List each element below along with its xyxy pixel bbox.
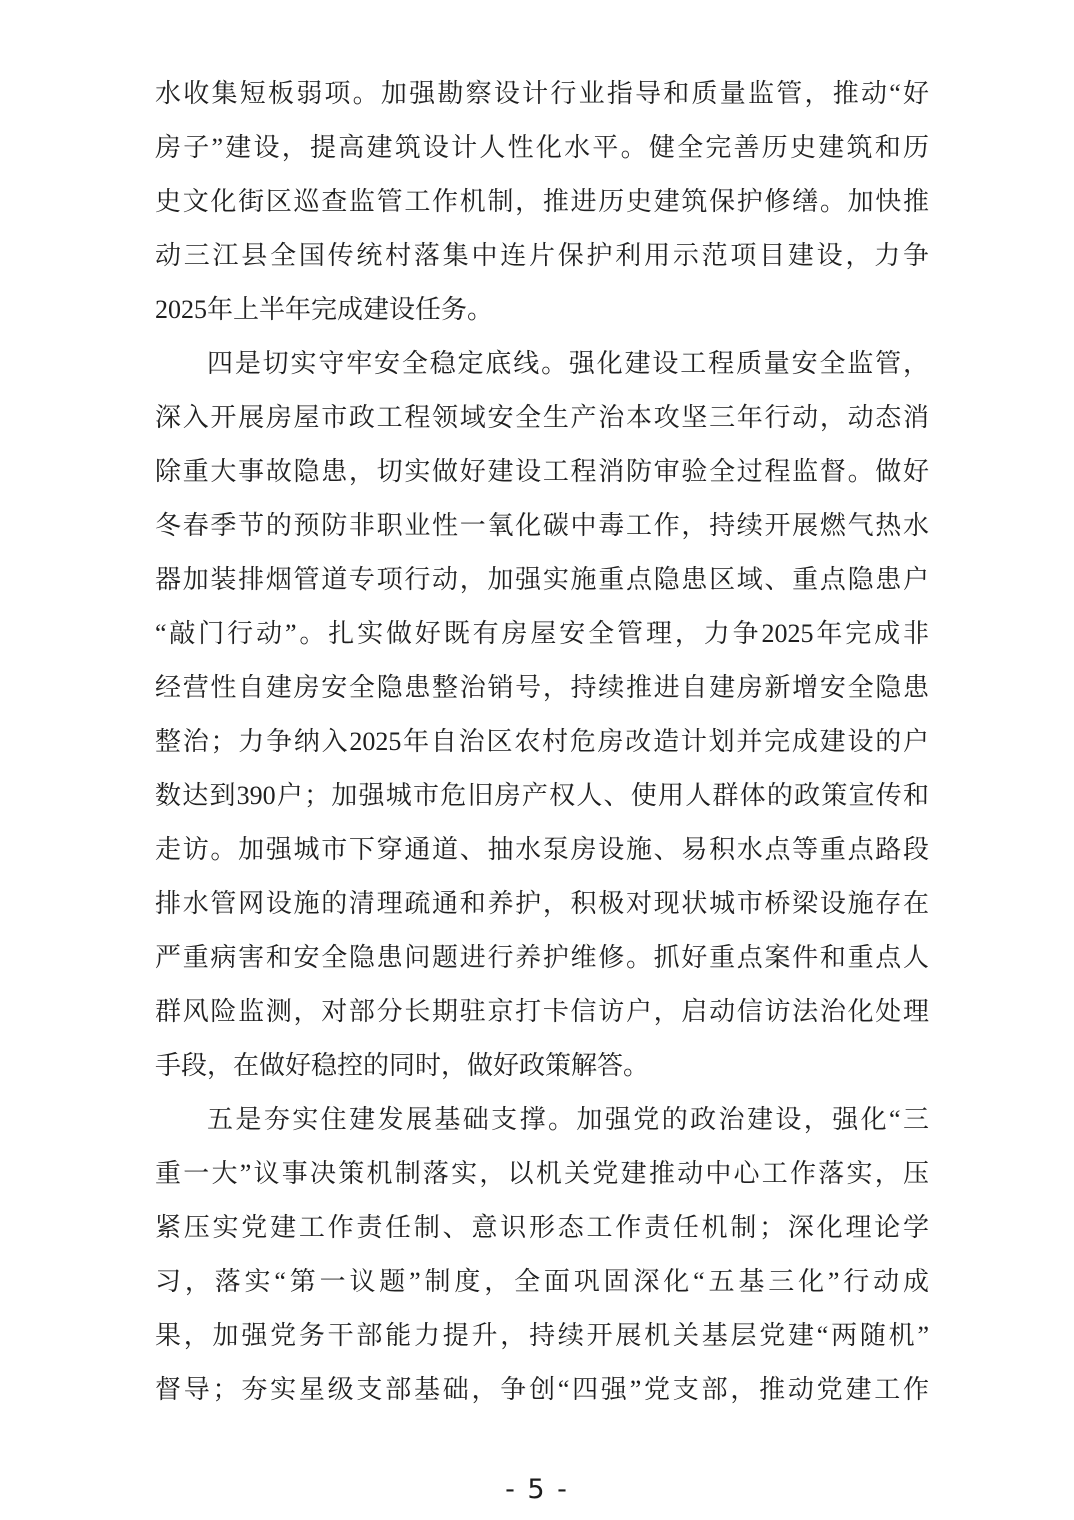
text-line: 房子”建设，提高建筑设计人性化水平。健全完善历史建筑和历 [155,133,929,162]
text-line: 2025年上半年完成建设任务。 [155,295,494,324]
text-line: 器加装排烟管道专项行动，加强实施重点隐患区域、重点隐患户 [155,565,929,594]
text-line: 经营性自建房安全隐患整治销号，持续推进自建房新增安全隐患 [155,673,929,702]
text-line: 史文化街区巡查监管工作机制，推进历史建筑保护修缮。加快推 [155,187,929,216]
text-line: 督导；夯实星级支部基础，争创“四强”党支部，推动党建工作 [155,1375,929,1404]
text-line: “敲门行动”。扎实做好既有房屋安全管理，力争2025年完成非 [155,619,929,648]
text-line: 排水管网设施的清理疏通和养护，积极对现状城市桥梁设施存在 [155,889,929,918]
text-line: 整治；力争纳入2025年自治区农村危房改造计划并完成建设的户 [155,727,929,756]
text-line: 走访。加强城市下穿通道、抽水泵房设施、易积水点等重点路段 [155,835,929,864]
text-line: 冬春季节的预防非职业性一氧化碳中毒工作，持续开展燃气热水 [155,511,929,540]
text-line: 紧压实党建工作责任制、意识形态工作责任机制；深化理论学 [155,1213,929,1242]
text-line: 水收集短板弱项。加强勘察设计行业指导和质量监管，推动“好 [155,79,929,108]
text-line: 果，加强党务干部能力提升，持续开展机关基层党建“两随机” [155,1321,929,1350]
text-line: 除重大事故隐患，切实做好建设工程消防审验全过程监督。做好 [155,457,929,486]
text-line: 四是切实守牢安全稳定底线。强化建设工程质量安全监管， [207,349,929,378]
text-line: 习，落实“第一议题”制度，全面巩固深化“五基三化”行动成 [155,1267,929,1296]
text-line: 深入开展房屋市政工程领域安全生产治本攻坚三年行动，动态消 [155,403,929,432]
text-line: 严重病害和安全隐患问题进行养护维修。抓好重点案件和重点人 [155,943,929,972]
text-line: 群风险监测，对部分长期驻京打卡信访户，启动信访法治化处理 [155,997,929,1026]
text-line: 重一大”议事决策机制落实，以机关党建推动中心工作落实，压 [155,1159,929,1188]
text-line: 五是夯实住建发展基础支撑。加强党的政治建设，强化“三 [207,1105,929,1134]
page-number: - 5 - [505,1474,569,1505]
text-line: 动三江县全国传统村落集中连片保护利用示范项目建设，力争 [155,241,929,270]
text-block [155,67,929,1417]
text-line: 手段，在做好稳控的同时，做好政策解答。 [155,1051,650,1080]
text-line: 数达到390户；加强城市危旧房产权人、使用人群体的政策宣传和 [155,781,929,810]
